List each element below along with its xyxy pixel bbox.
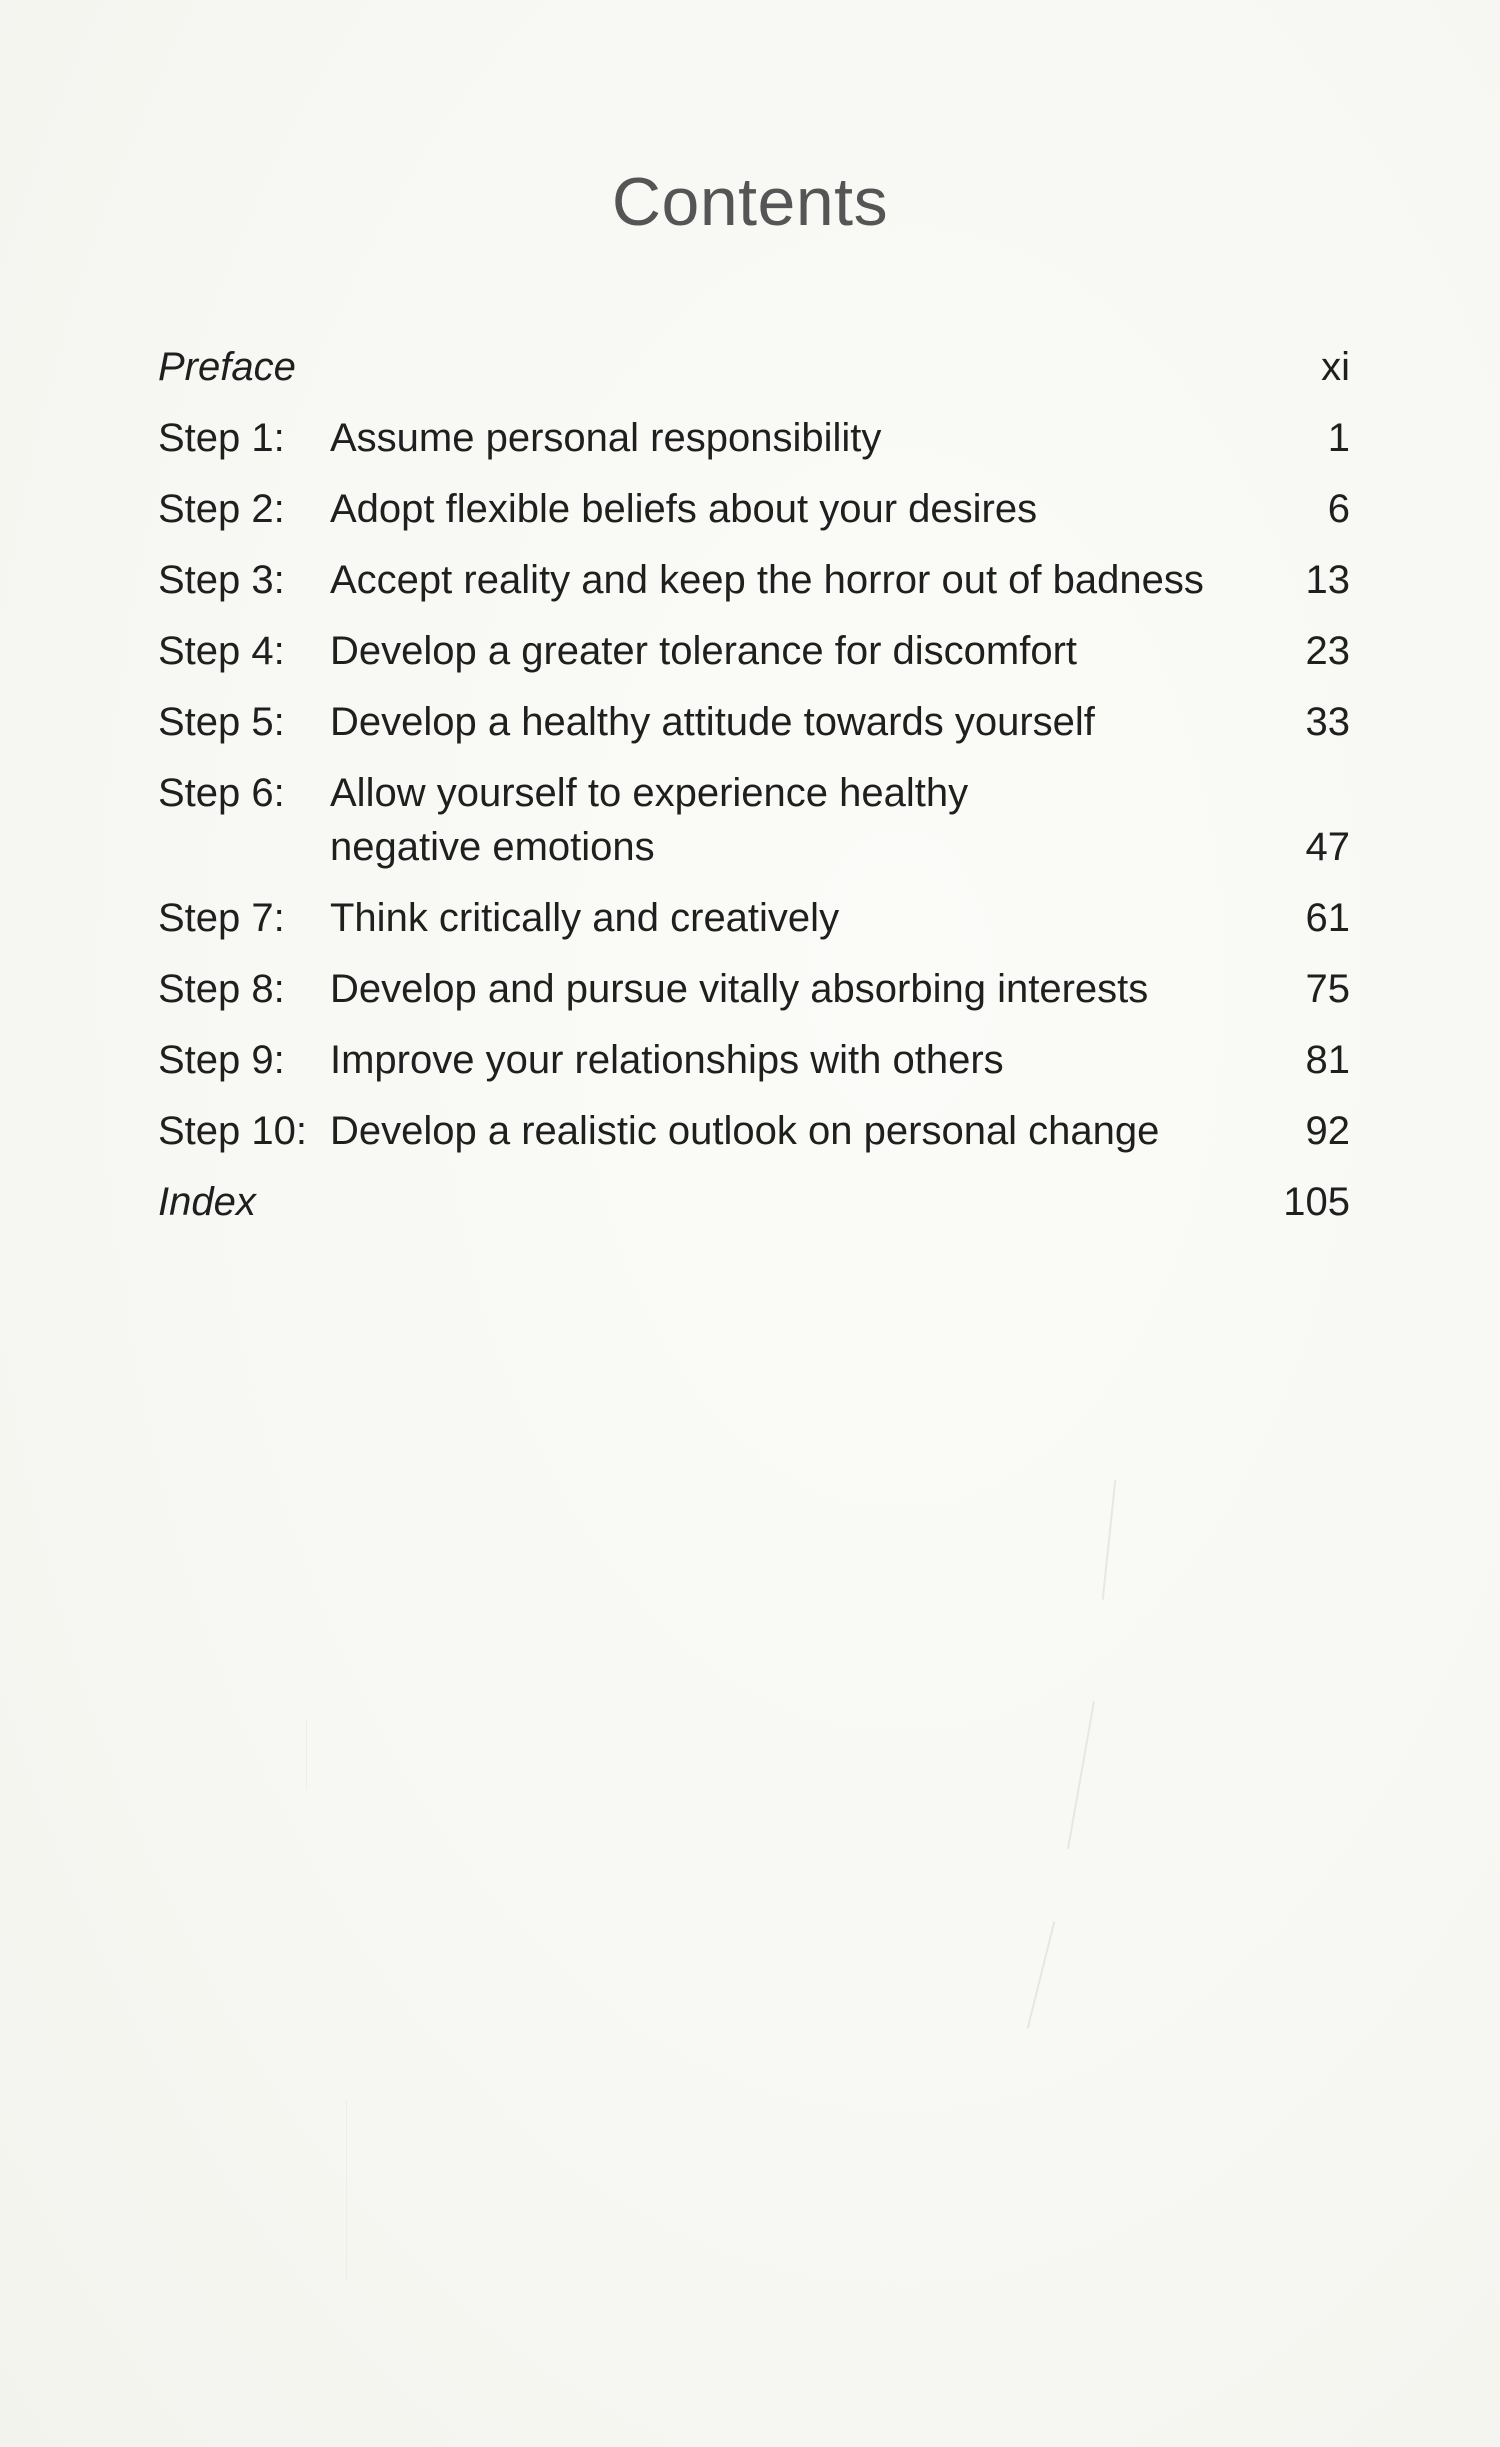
scan-artifact — [1067, 1701, 1095, 1849]
toc-page-number: 13 — [1305, 558, 1350, 602]
toc-title: Develop and pursue vitally absorbing interests — [330, 967, 1149, 1011]
toc-title-line: negative emotions — [330, 825, 655, 869]
toc-row-step-9[interactable] — [158, 1033, 1350, 1087]
table-of-contents — [158, 340, 1350, 1246]
toc-page-number: 61 — [1305, 896, 1350, 940]
toc-label: Index — [158, 1180, 256, 1224]
scan-artifact — [1027, 1921, 1056, 2028]
toc-row-step-6[interactable] — [158, 766, 1350, 874]
toc-row-step-4[interactable] — [158, 624, 1350, 678]
toc-row-step-5[interactable] — [158, 695, 1350, 749]
toc-title: Develop a greater tolerance for discomfort — [330, 629, 1078, 673]
toc-row-step-1[interactable] — [158, 411, 1350, 465]
toc-title: Accept reality and keep the horror out of badness — [330, 558, 1204, 602]
toc-page-number: 1 — [1327, 416, 1350, 460]
toc-title: Develop a healthy attitude towards yourself — [330, 700, 1095, 744]
toc-page-number: xi — [1321, 345, 1350, 389]
toc-row-preface[interactable] — [158, 340, 1350, 394]
toc-page-number: 75 — [1305, 967, 1350, 1011]
toc-label: Step 5: — [158, 700, 285, 744]
toc-title: Assume personal responsibility — [330, 416, 882, 460]
toc-row-step-7[interactable] — [158, 891, 1350, 945]
toc-title: Develop a realistic outlook on personal change — [330, 1109, 1160, 1153]
toc-title: Think critically and creatively — [330, 896, 840, 940]
toc-title: Improve your relationships with others — [330, 1038, 1004, 1082]
toc-title: Adopt flexible beliefs about your desires — [330, 487, 1038, 531]
toc-label: Step 1: — [158, 416, 285, 460]
scan-artifact — [1102, 1480, 1117, 1600]
toc-label: Step 7: — [158, 896, 285, 940]
toc-page-number: 33 — [1305, 700, 1350, 744]
toc-row-step-8[interactable] — [158, 962, 1350, 1016]
scan-artifact — [346, 2100, 347, 2280]
toc-label: Step 8: — [158, 967, 285, 1011]
toc-page-number: 6 — [1327, 487, 1350, 531]
toc-title — [330, 766, 1230, 874]
toc-label: Preface — [158, 345, 296, 389]
toc-label: Step 6: — [158, 771, 285, 815]
toc-page-number: 47 — [1305, 825, 1350, 869]
toc-label: Step 4: — [158, 629, 285, 673]
toc-row-step-3[interactable] — [158, 553, 1350, 607]
toc-page-number: 105 — [1283, 1180, 1350, 1224]
toc-row-index[interactable] — [158, 1175, 1350, 1229]
toc-row-step-2[interactable] — [158, 482, 1350, 536]
toc-page-number: 23 — [1305, 629, 1350, 673]
page-title: Contents — [611, 164, 889, 240]
toc-label: Step 3: — [158, 558, 285, 602]
scan-artifact — [306, 1720, 307, 1790]
toc-label: Step 10: — [158, 1109, 308, 1153]
toc-row-step-10[interactable] — [158, 1104, 1350, 1158]
toc-label: Step 2: — [158, 487, 285, 531]
toc-label: Step 9: — [158, 1038, 285, 1082]
toc-page-number: 81 — [1305, 1038, 1350, 1082]
toc-page-number: 92 — [1305, 1109, 1350, 1153]
toc-title-line: Allow yourself to experience healthy — [330, 771, 969, 815]
